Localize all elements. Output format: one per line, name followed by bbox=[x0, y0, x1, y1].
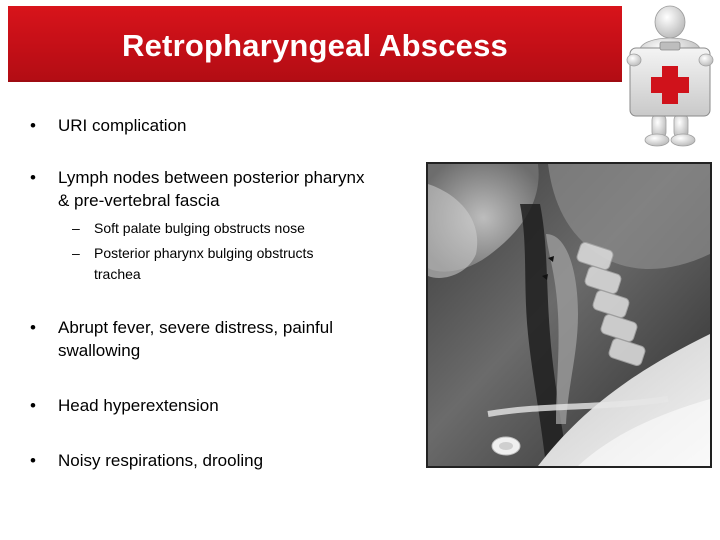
bullet-text: Lymph nodes between posterior pharynx & pre-vertebral fascia bbox=[58, 168, 365, 210]
bullet-text: Noisy respirations, drooling bbox=[58, 451, 264, 470]
sub-bullet-marker: – bbox=[72, 220, 80, 236]
slide-title: Retropharyngeal Abscess bbox=[122, 28, 508, 63]
sub-bullet-marker: – bbox=[72, 245, 80, 261]
bullet-item bbox=[30, 316, 370, 362]
bullet-item bbox=[30, 166, 370, 212]
sub-bullet-text: Posterior pharynx bulging obstructs trachea bbox=[94, 245, 314, 282]
bullet-marker: • bbox=[30, 318, 36, 337]
sub-bullet-item bbox=[72, 218, 372, 239]
bullet-item bbox=[30, 114, 370, 137]
bullet-marker: • bbox=[30, 116, 36, 135]
bullet-marker: • bbox=[30, 451, 36, 470]
bullet-text: URI complication bbox=[58, 116, 187, 135]
bullet-item bbox=[30, 449, 370, 472]
sub-bullet-item bbox=[72, 243, 362, 285]
bullet-marker: • bbox=[30, 168, 36, 187]
bullet-text: Head hyperextension bbox=[58, 396, 219, 415]
title-banner bbox=[8, 6, 622, 82]
bullet-item bbox=[30, 394, 370, 417]
sub-bullet-text: Soft palate bulging obstructs nose bbox=[94, 220, 305, 236]
xray-icon bbox=[428, 164, 710, 466]
bullet-marker: • bbox=[30, 396, 36, 415]
bullet-text: Abrupt fever, severe distress, painful swallowing bbox=[58, 318, 333, 360]
xray-image bbox=[426, 162, 712, 468]
first-aid-kit-icon bbox=[622, 2, 718, 152]
